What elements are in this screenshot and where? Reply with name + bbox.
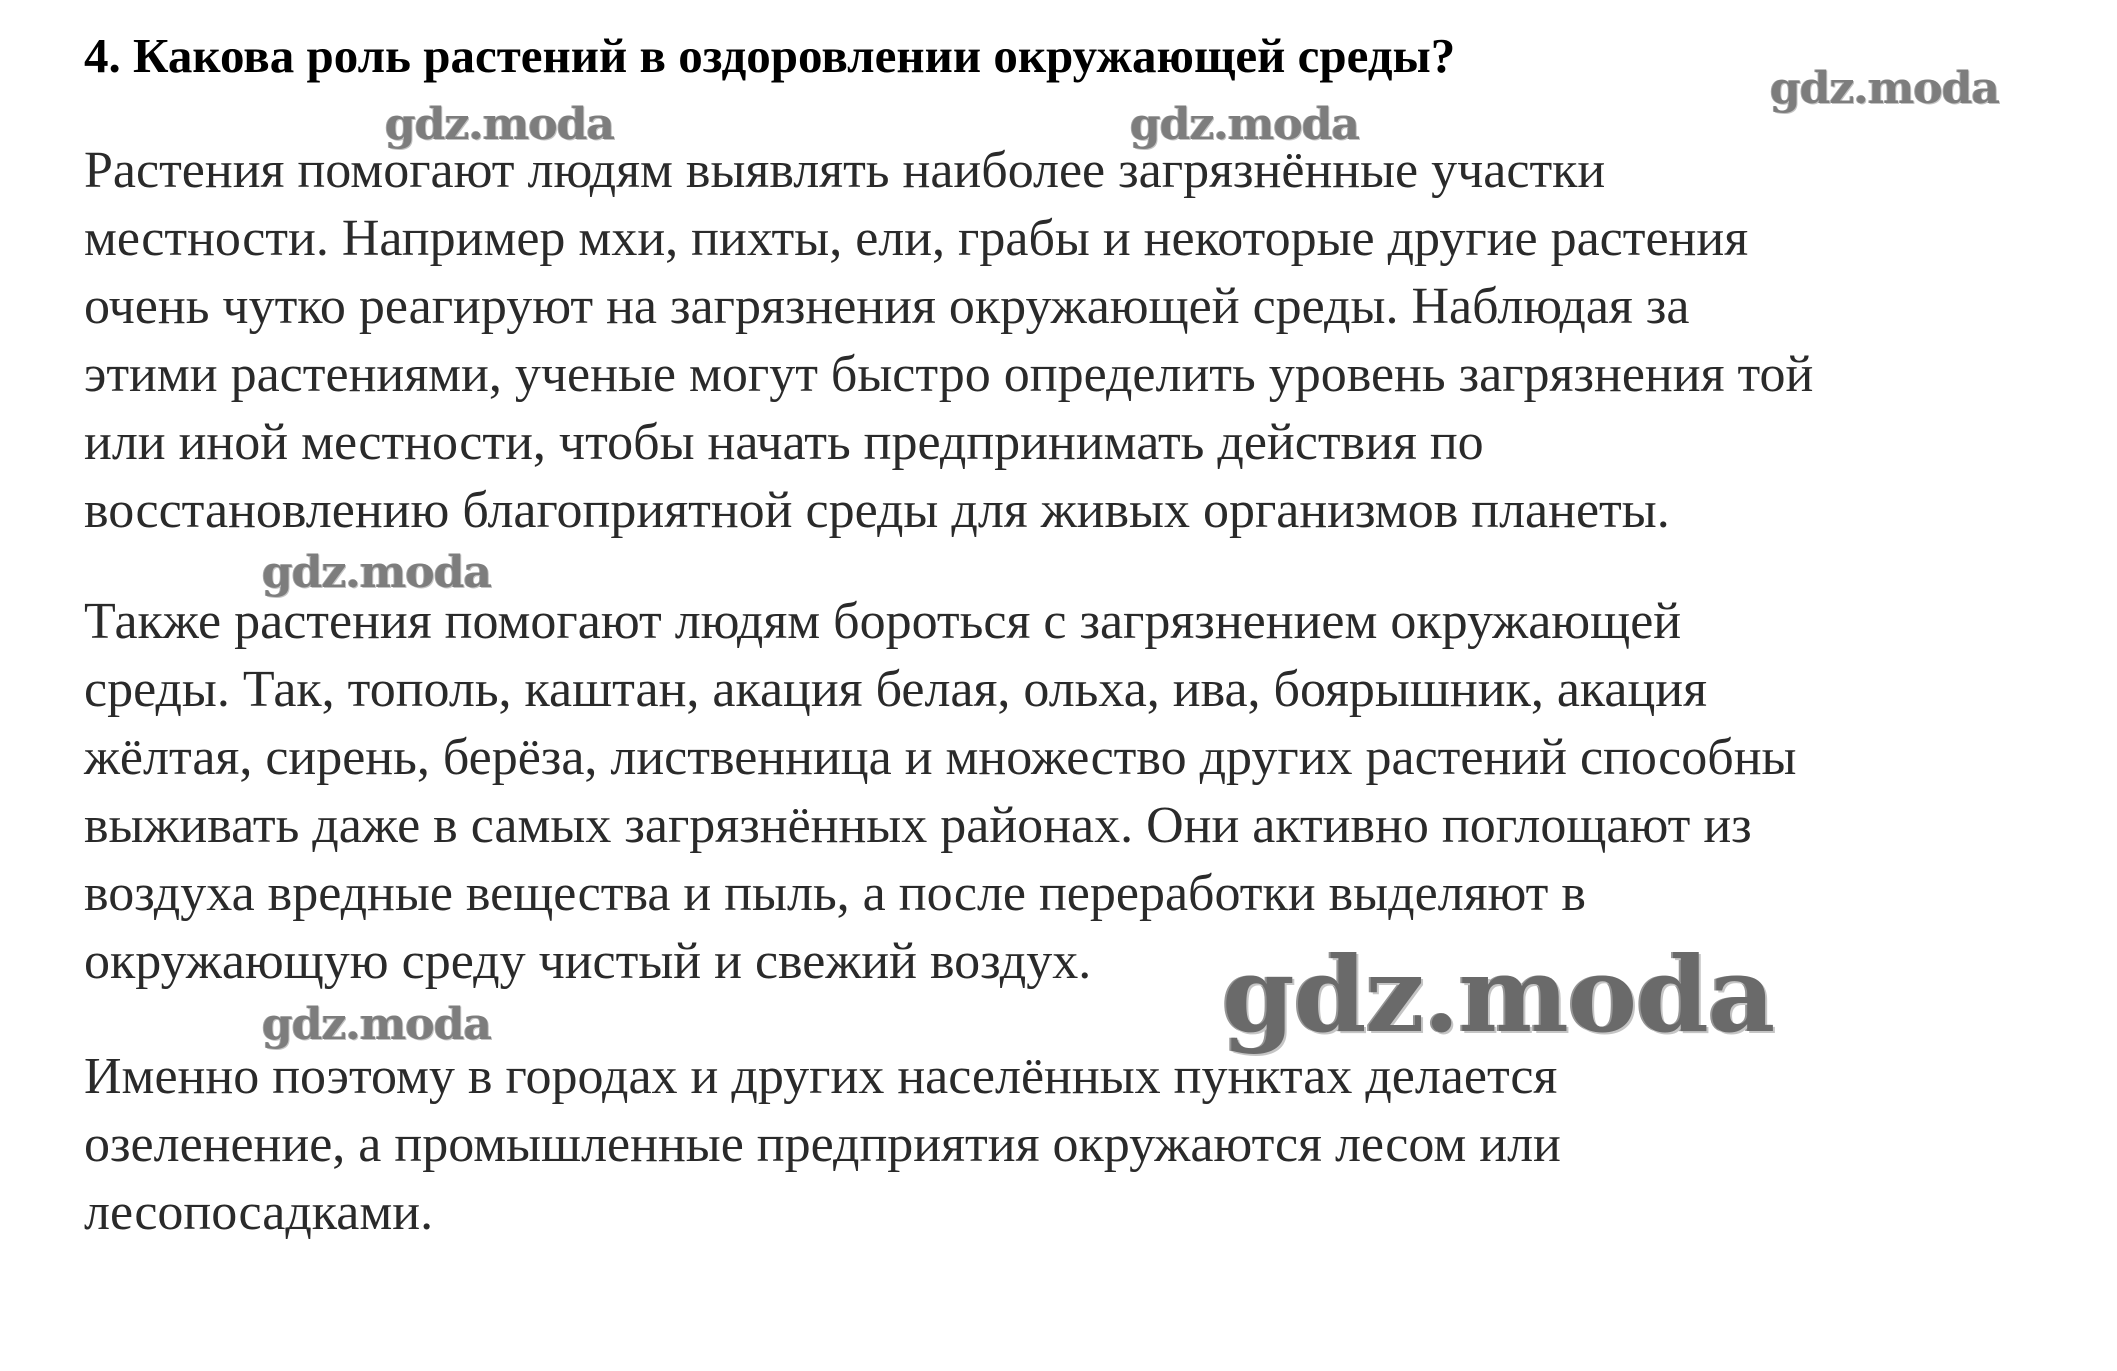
watermark: gdz.moda	[1770, 63, 2000, 114]
answer-line: озеленение, а промышленные предприятия окружаются лесом или	[84, 1116, 1561, 1173]
watermark: gdz.moda	[1130, 99, 1360, 150]
question-title: 4. Какова роль растений в оздоровлении окружающей среды?	[84, 28, 1456, 83]
answer-line: Растения помогают людям выявлять наиболее загрязнённые участки	[84, 142, 1606, 199]
answer-line: Именно поэтому в городах и других населённых пунктах делается	[84, 1048, 1558, 1105]
answer-line: выживать даже в самых загрязнённых районах. Они активно поглощают из	[84, 797, 1752, 854]
watermark-large: gdz.moda	[1222, 933, 1775, 1056]
answer-line: Также растения помогают людям бороться с загрязнением окружающей	[84, 593, 1682, 650]
answer-line: окружающую среду чистый и свежий воздух.	[84, 933, 1092, 990]
answer-line: лесопосадками.	[84, 1184, 434, 1241]
answer-paragraph-3	[84, 1043, 2094, 1247]
watermark: gdz.moda	[262, 999, 492, 1050]
answer-line: или иной местности, чтобы начать предпринимать действия по	[84, 414, 1484, 471]
answer-paragraph-1	[84, 137, 2094, 545]
answer-line: среды. Так, тополь, каштан, акация белая, ольха, ива, боярышник, акация	[84, 661, 1708, 718]
answer-line: воздуха вредные вещества и пыль, а после переработки выделяют в	[84, 865, 1586, 922]
answer-line: жёлтая, сирень, берёза, лиственница и множество других растений способны	[84, 729, 1797, 786]
answer-line: восстановлению благоприятной среды для живых организмов планеты.	[84, 482, 1670, 539]
answer-line: очень чутко реагируют на загрязнения окружающей среды. Наблюдая за	[84, 278, 1690, 335]
answer-paragraph-2	[84, 588, 2094, 996]
watermark: gdz.moda	[262, 547, 492, 598]
answer-line: местности. Например мхи, пихты, ели, грабы и некоторые другие растения	[84, 210, 1749, 267]
answer-line: этими растениями, ученые могут быстро определить уровень загрязнения той	[84, 346, 1814, 403]
watermark: gdz.moda	[385, 99, 615, 150]
